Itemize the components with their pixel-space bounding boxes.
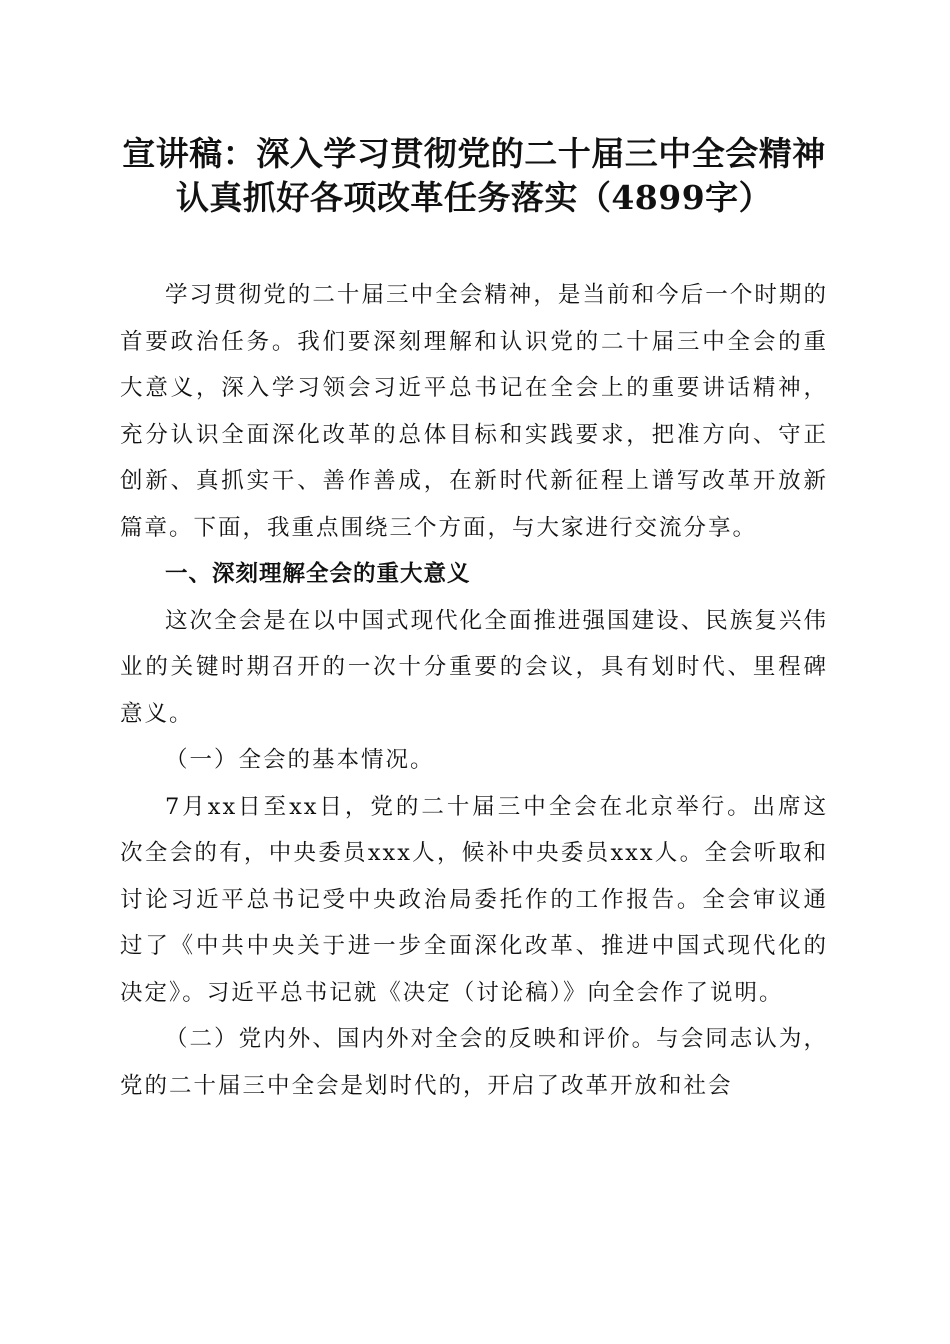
section-1-heading: 一、深刻理解全会的重大意义 <box>165 561 471 587</box>
document-page <box>120 132 828 1109</box>
subsection-2-paragraph <box>120 1016 828 1109</box>
subsection-1-heading: （一）全会的基本情况。 <box>165 747 435 773</box>
intro-paragraph: 学习贯彻党的二十届三中全会精神，是当前和今后一个时期的首要政治任务。我们要深刻理解和认识党的二十届三中全会的重大意义，深入学习领会习近平总书记在全会上的重要讲话精神，充分认识全面深化改革的总体目标和实践要求，把准方向、守正创新、真抓实干、善作善成，在新时代新征程上谱写改革开放新篇章。下面，我重点围绕三个方面，与大家进行交流分享。 <box>120 282 828 541</box>
subsection-2-text: 与会同志认为，党的二十届三中全会是划时代的，开启了改革开放和社会 <box>120 1026 828 1099</box>
subsection-2-heading: （二）党内外、国内外对全会的反映和评价。 <box>165 1026 657 1052</box>
section-1-paragraph: 这次全会是在以中国式现代化全面推进强国建设、民族复兴伟业的关键时期召开的一次十分重要的会议，具有划时代、里程碑意义。 <box>120 607 828 727</box>
document-title: 宣讲稿：深入学习贯彻党的二十届三中全会精神认真抓好各项改革任务落实（4899字） <box>122 134 826 217</box>
subsection-1-paragraph: 7月xx日至xx日，党的二十届三中全会在北京举行。出席这次全会的有，中央委员xxx人，候补中央委员xxx人。全会听取和讨论习近平总书记受中央政治局委托作的工作报告。全会审议通过了《中共中央关于进一步全面深化改革、推进中国式现代化的决定》。习近平总书记就《决定（讨论稿）》向全会作了说明。 <box>120 793 828 1006</box>
